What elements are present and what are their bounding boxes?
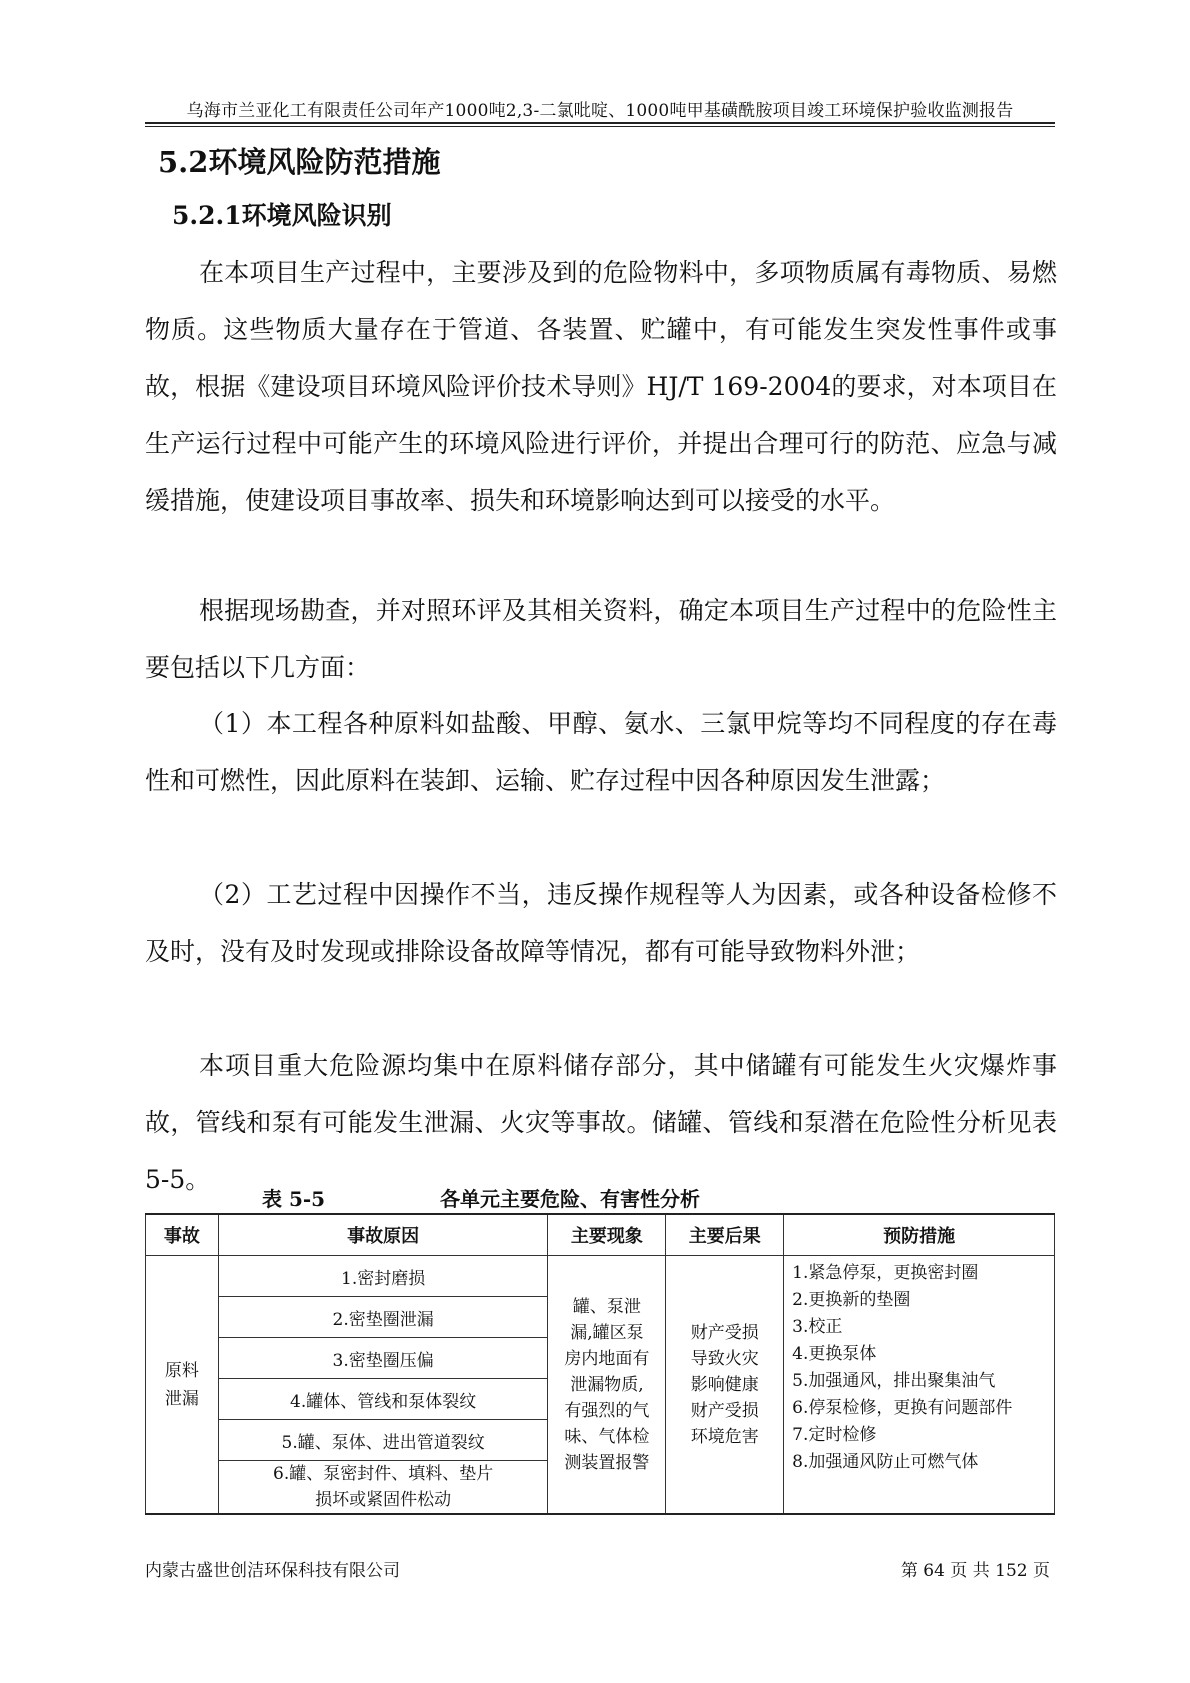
consequence-text: 财产受损导致火灾影响健康财产受损环境危害 — [690, 1322, 759, 1447]
measure-item: 2.更换新的垫圈 — [792, 1290, 911, 1310]
header-phenomenon: 主要现象 — [548, 1214, 666, 1256]
phenomenon-cell — [548, 1256, 666, 1515]
cause-text: 6.罐、泵密封件、填料、垫片损坏或紧固件松动 — [273, 1464, 494, 1510]
table-row — [146, 1256, 1055, 1297]
section-title: 5.2环境风险防范措施 — [158, 145, 441, 179]
header-accident: 事故 — [146, 1214, 219, 1256]
measure-item: 7.定时检修 — [792, 1425, 877, 1445]
cause-cell: 2.密垫圈泄漏 — [218, 1297, 548, 1338]
cause-cell: 4.罐体、管线和泵体裂纹 — [218, 1379, 548, 1420]
header-cause: 事故原因 — [218, 1214, 548, 1256]
measure-item: 1.紧急停泵，更换密封圈 — [792, 1263, 979, 1283]
cause-cell: 3.密垫圈压偏 — [218, 1338, 548, 1379]
footer-page-number: 第 64 页 共 152 页 — [900, 1561, 1050, 1581]
page-header: 乌海市兰亚化工有限责任公司年产1000吨2,3-二氯吡啶、1000吨甲基磺酰胺项目竣工环境保护验收监测报告 — [186, 101, 1014, 121]
accident-text: 原料泄漏 — [164, 1360, 199, 1409]
measure-item: 6.停泵检修，更换有问题部件 — [792, 1398, 1013, 1418]
table-caption-number: 表 5-5 — [262, 1187, 326, 1211]
paragraph-5: 本项目重大危险源均集中在原料储存部分，其中储罐有可能发生火灾爆炸事故，管线和泵有可能发生泄漏、火灾等事故。储罐、管线和泵潜在危险性分析见表5-5。 — [145, 1051, 1057, 1194]
footer-company: 内蒙古盛世创洁环保科技有限公司 — [145, 1561, 400, 1581]
paragraph-1: 在本项目生产过程中，主要涉及到的危险物料中，多项物质属有毒物质、易燃物质。这些物质大量存在于管道、各装置、贮罐中，有可能发生突发性事件或事故，根据《建设项目环境风险评价技术导则》HJ/T 169-2004的要求，对本项目在生产运行过程中可能产生的环境风险进行评价，并提出合理可行的防范、应急与减缓措施，使建设项目事故率、损失和环境影响达到可以接受的水平。 — [145, 258, 1057, 515]
cause-cell: 1.密封磨损 — [218, 1256, 548, 1297]
cause-cell: 5.罐、泵体、进出管道裂纹 — [218, 1420, 548, 1461]
table-header-row — [146, 1214, 1055, 1256]
risk-analysis-table — [145, 1213, 1055, 1515]
measure-item: 5.加强通风，排出聚集油气 — [792, 1371, 996, 1391]
measure-item: 8.加强通风防止可燃气体 — [792, 1452, 979, 1472]
header-measures: 预防措施 — [784, 1214, 1055, 1256]
measure-item: 4.更换泵体 — [792, 1344, 877, 1364]
accident-cell — [146, 1256, 219, 1515]
table-caption-title: 各单元主要危险、有害性分析 — [440, 1187, 700, 1211]
subsection-title: 5.2.1环境风险识别 — [172, 201, 392, 230]
phenomenon-text: 罐、泵泄漏,罐区泵房内地面有泄漏物质,有强烈的气味、气体检测装置报警 — [564, 1296, 650, 1473]
measures-cell — [784, 1256, 1055, 1515]
cause-cell — [218, 1461, 548, 1515]
header-rule — [145, 122, 1055, 124]
paragraph-3: （1）本工程各种原料如盐酸、甲醇、氨水、三氯甲烷等均不同程度的存在毒性和可燃性，因此原料在装卸、运输、贮存过程中因各种原因发生泄露； — [145, 709, 1057, 795]
consequence-cell — [666, 1256, 784, 1515]
header-rule-thin — [145, 126, 1055, 127]
paragraph-4: （2）工艺过程中因操作不当，违反操作规程等人为因素，或各种设备检修不及时，没有及时发现或排除设备故障等情况，都有可能导致物料外泄； — [145, 880, 1057, 966]
measure-item: 3.校正 — [792, 1317, 843, 1337]
paragraph-2: 根据现场勘查，并对照环评及其相关资料，确定本项目生产过程中的危险性主要包括以下几方面： — [145, 596, 1057, 682]
header-consequence: 主要后果 — [666, 1214, 784, 1256]
